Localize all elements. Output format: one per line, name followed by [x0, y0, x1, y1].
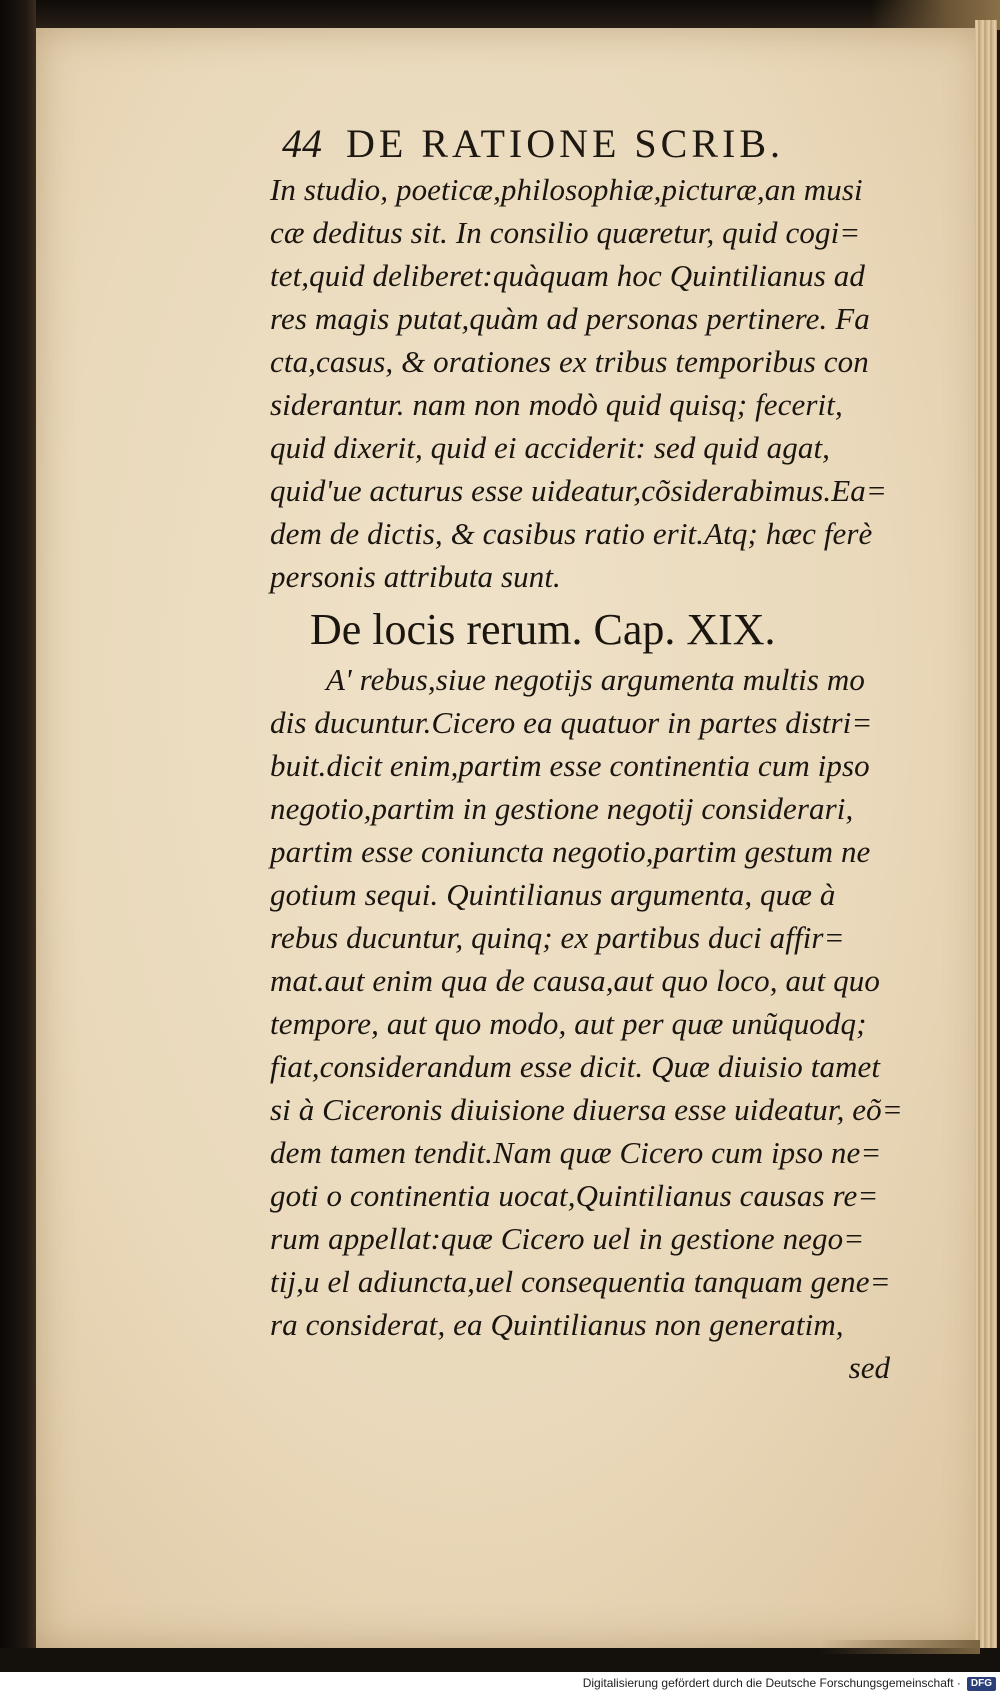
credit-text: Digitalisierung gefördert durch die Deutsche Forschungsgemeinschaft · [582, 1676, 961, 1690]
running-title: DE RATIONE SCRIB. [346, 121, 785, 166]
text-line: partim esse coniuncta negotio,partim gestum ne [270, 834, 871, 869]
catchword: sed [848, 1350, 890, 1385]
text-line: personis attributa sunt. [270, 559, 561, 594]
text-line: res magis putat,quàm ad personas pertinere. Fa [270, 301, 870, 336]
text-line: ra considerat, ea Quintilianus non generatim, [270, 1307, 844, 1342]
text-line: A' rebus,siue negotijs argumenta multis mo [326, 662, 865, 697]
text-line: cæ deditus sit. In consilio quæretur, quid cogi= [270, 215, 861, 250]
text-line: quid dixerit, quid ei acciderit: sed quid agat, [270, 430, 831, 465]
running-head [282, 120, 842, 170]
text-line: negotio,partim in gestione negotij considerari, [270, 791, 854, 826]
page-edges [975, 20, 997, 1660]
text-line: si à Ciceronis diuisione diuersa esse uideatur, eõ= [270, 1092, 903, 1127]
text-line: dem tamen tendit.Nam quæ Cicero cum ipso ne= [270, 1135, 882, 1170]
text-line: gotium sequi. Quintilianus argumenta, quæ à [270, 877, 836, 912]
chapter-heading: De locis rerum. Cap. XIX. [310, 605, 776, 654]
dfg-logo: DFG [967, 1677, 996, 1691]
text-line: buit.dicit enim,partim esse continentia cum ipso [270, 748, 870, 783]
text-block [270, 168, 910, 1389]
text-line: dem de dictis, & casibus ratio erit.Atq; hæc ferè [270, 516, 873, 551]
text-line: rebus ducuntur, quinq; ex partibus duci affir= [270, 920, 845, 955]
text-line: quid'ue acturus esse uideatur,cõsiderabimus.Ea= [270, 473, 887, 508]
bottom-wear [820, 1640, 980, 1654]
page-number: 44 [282, 121, 322, 166]
text-line: fiat,considerandum esse dicit. Quæ diuisio tamet [270, 1049, 881, 1084]
book-binding [0, 0, 36, 1694]
text-line: tempore, aut quo modo, aut per quæ unũquodq; [270, 1006, 867, 1041]
text-line: rum appellat:quæ Cicero uel in gestione nego= [270, 1221, 865, 1256]
top-edge [36, 0, 1000, 30]
text-line: tij,u el adiuncta,uel consequentia tanquam gene= [270, 1264, 891, 1299]
text-line: mat.aut enim qua de causa,aut quo loco, aut quo [270, 963, 881, 998]
text-line: tet,quid deliberet:quàquam hoc Quintilianus ad [270, 258, 865, 293]
text-line: siderantur. nam non modò quid quisq; fecerit, [270, 387, 843, 422]
digitization-credit [0, 1672, 1000, 1694]
text-line: cta,casus, & orationes ex tribus temporibus con [270, 344, 869, 379]
text-line: goti o continentia uocat,Quintilianus causas re= [270, 1178, 879, 1213]
text-line: In studio, poeticæ,philosophiæ,picturæ,an musi [270, 172, 863, 207]
text-line: dis ducuntur.Cicero ea quatuor in partes distri= [270, 705, 873, 740]
